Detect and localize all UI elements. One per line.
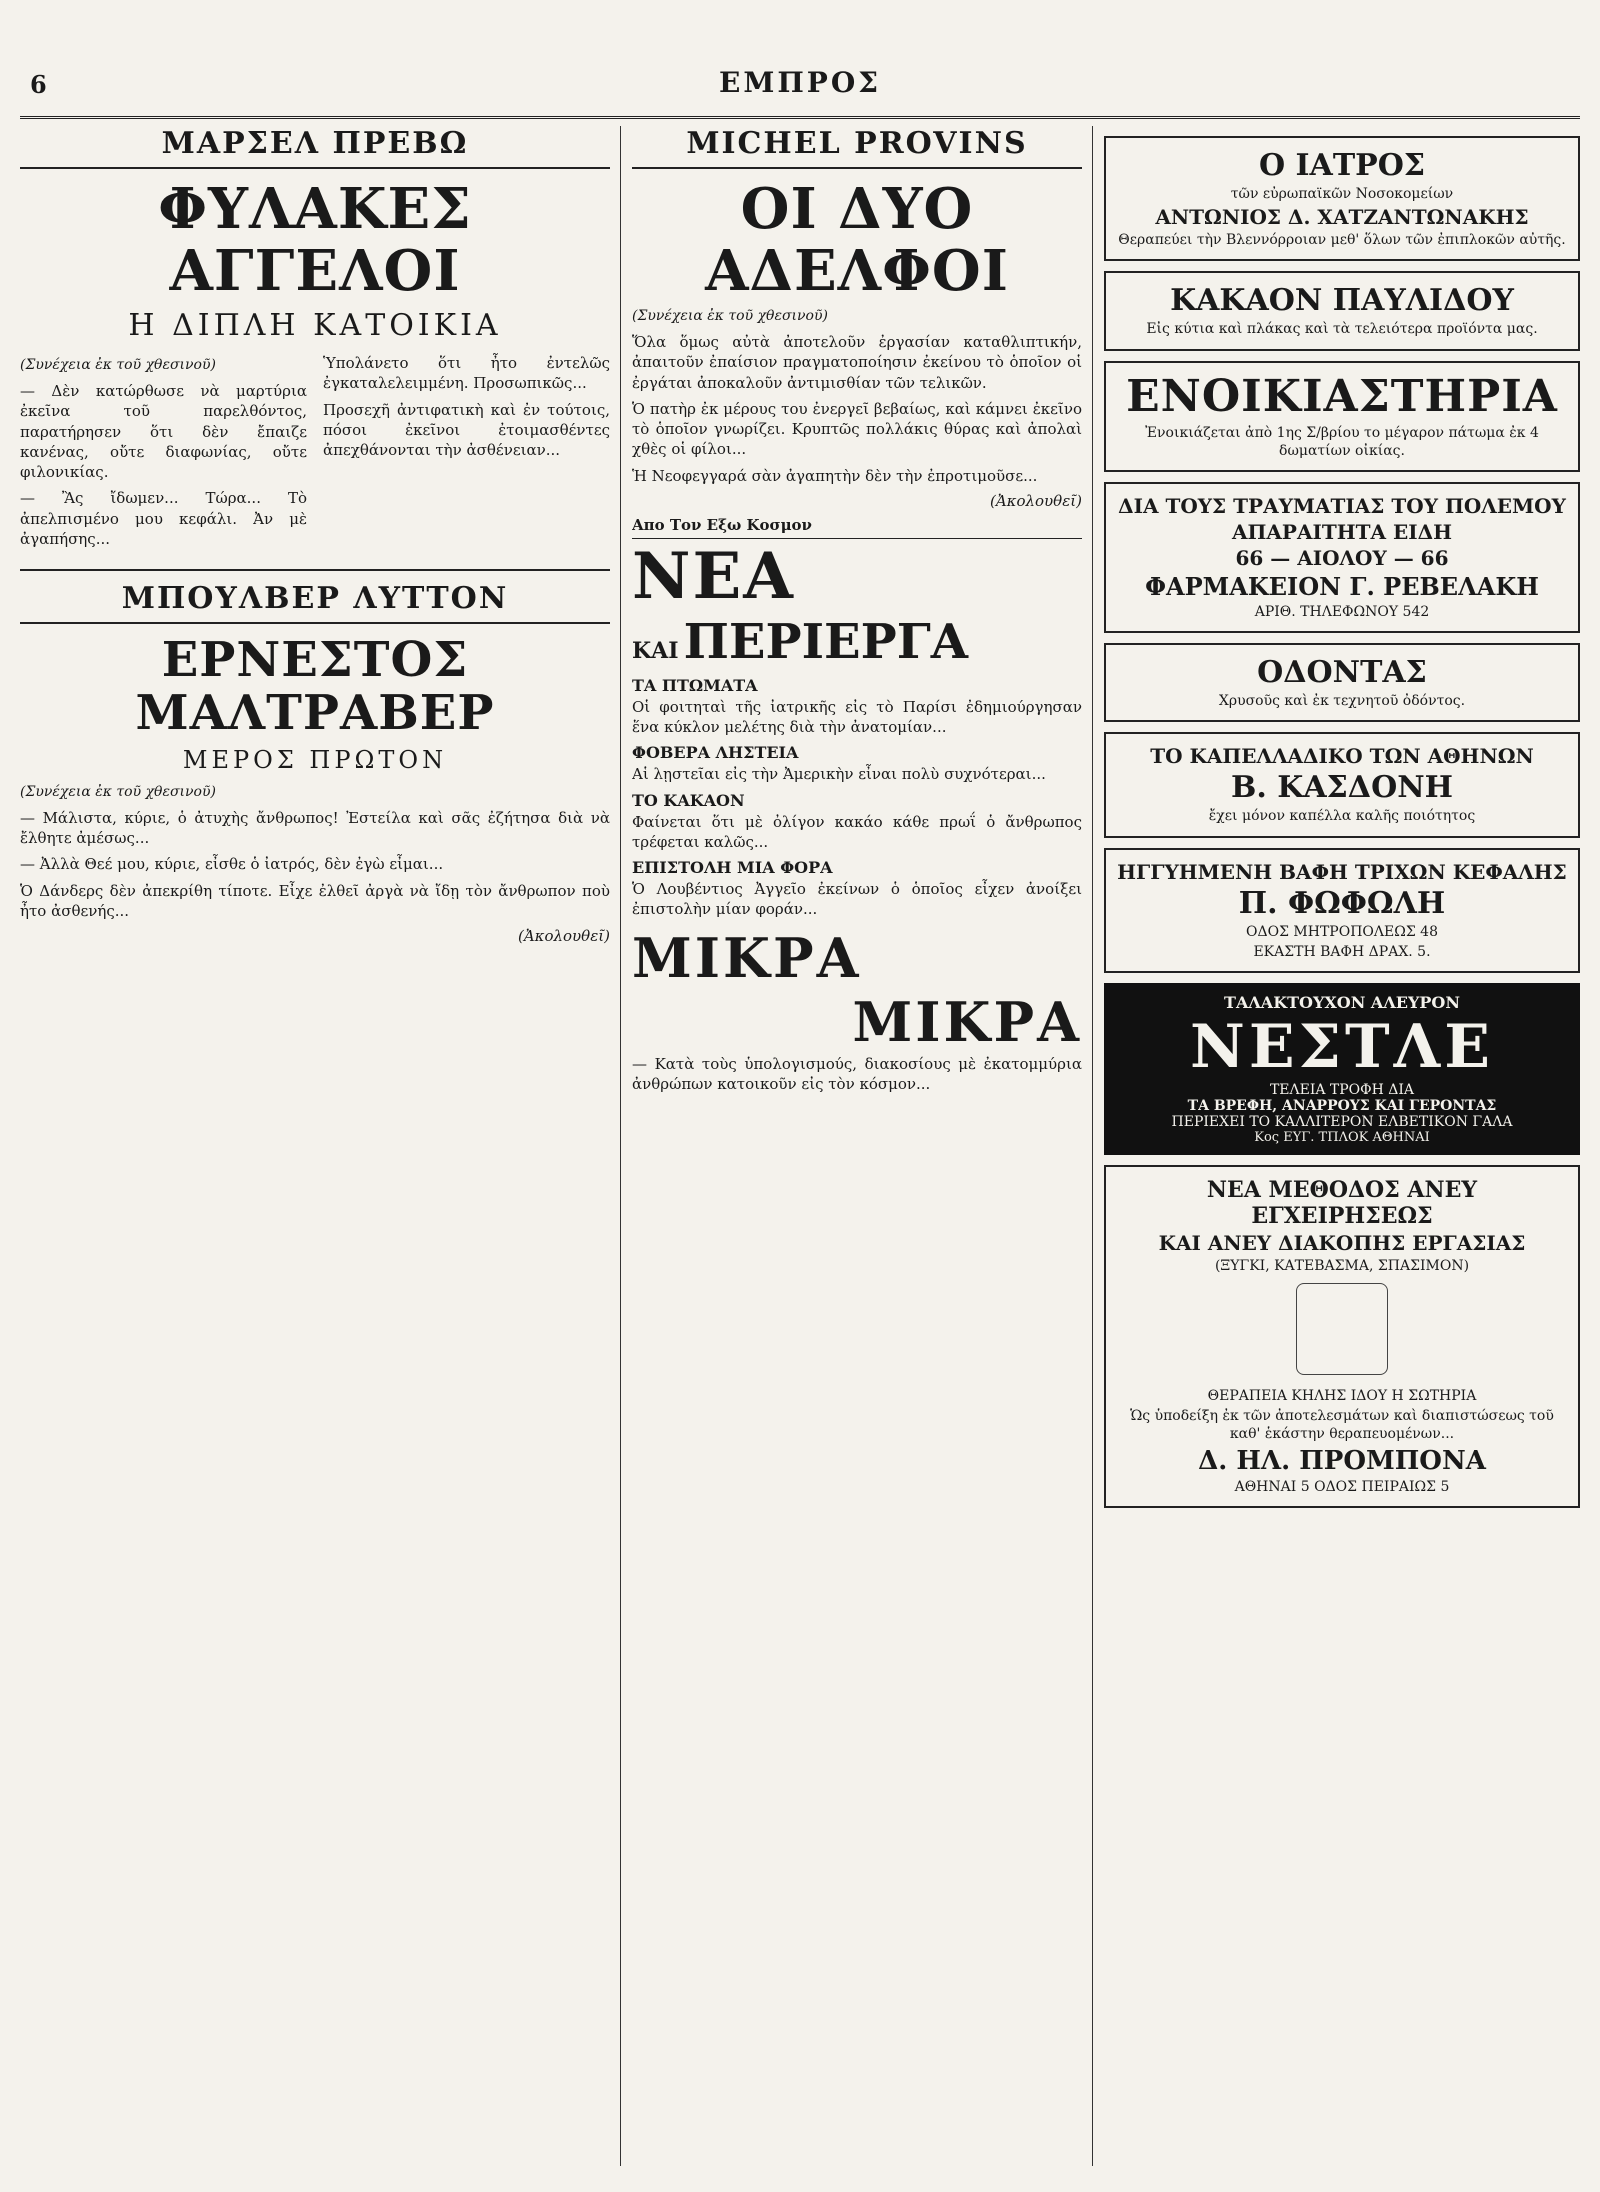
subheading: ΦΟΒΕΡΑ ΛΗΣΤΕΙΑ: [632, 743, 799, 763]
headline-ernestos-maltraver: ΕΡΝΕΣΤΟΣ ΜΑΛΤΡΑΒΕΡ: [135, 632, 495, 741]
subhead-dipli-katoikia: Η ΔΙΠΛΗ ΚΑΤΟΙΚΙΑ: [128, 308, 502, 344]
paragraph: Ὅλα ὅμως αὐτὰ ἀποτελοῦν ἐργασίαν καταθλιπτικήν, ἀπαιτοῦν ἐπαίσιον πραγματοποίησιν ἐκείνου τὸ ὁποῖον οἱ ἐργάται ἀποκαλοῦν ἀντιμισθίαν τῶν τελικῶν.: [632, 333, 1082, 392]
paragraph: Ὁ Δάνδερς δὲν ἀπεκρίθη τίποτε. Εἶχε ἐλθεῖ ἀργὰ νὰ ἴδῃ τὸν ἄνθρωπον ποὺ ἦτο ἀσθενής...: [20, 881, 610, 920]
ad-text: ἔχει μόνον καπέλλα καλῆς ποιότητος: [1208, 808, 1476, 825]
headline-oi-dyo-adelfoi: ΟΙ ΔΥΟ ΑΔΕΛΦΟΙ: [705, 176, 1009, 304]
kai-word: ΚΑΙ: [632, 637, 679, 664]
nestle-line: ΠΕΡΙΕΧΕΙ ΤΟ ΚΑΛΛΙΤΕΡΟΝ ΕΛΒΕΤΙΚΟΝ ΓΑΛΑ: [1171, 1113, 1513, 1130]
periergа-word: ΠΕΡΙΕΡΓΑ: [683, 613, 969, 670]
ad-text: Ἐνοικιάζεται ἀπὸ 1ης Σ/βρίου το μέγαρον πάτωμα ἐκ 4 δωματίων οἰκίας.: [1145, 424, 1539, 459]
ad-kakaon: [1104, 271, 1580, 350]
ad-vafi: [1104, 848, 1580, 973]
continued-note: (Συνέχεια ἐκ τοῦ χθεσινοῦ): [632, 308, 828, 325]
hernia-figure-icon: [1296, 1283, 1388, 1375]
ad-text: Ὡς ὑποδείξη ἐκ τῶν ἀποτελεσμάτων καὶ διαπιστώσεως τοῦ καθ' ἑκάστην θεραπευομένων...: [1130, 1408, 1554, 1443]
ad-address: 66 — ΑΙΟΛΟΥ — 66: [1235, 545, 1449, 570]
ad-title: ΗΓΓΥΗΜΕΝΗ ΒΑΦΗ ΤΡΙΧΩΝ ΚΕΦΑΛΗΣ: [1117, 859, 1567, 884]
ad-kapelladiko: [1104, 732, 1580, 837]
paragraph: Αἱ λῃστεῖαι εἰς τὴν Ἀμερικὴν εἶναι πολὺ συχνότεραι...: [632, 765, 1046, 784]
ad-title: Ο ΙΑΤΡΟΣ: [1258, 148, 1426, 183]
paragraph: — Μάλιστα, κύριε, ὁ ἀτυχὴς ἄνθρωπος! Ἐστείλα καὶ σᾶς ἐζήτησα διὰ νὰ ἔλθητε ἀμέσως...: [20, 808, 610, 848]
page-number: 6: [30, 70, 47, 99]
author-provins: MICHEL PROVINS: [632, 126, 1082, 169]
author-lytton: ΜΠΟΥΛΒΕΡ ΛΥΤΤΟΝ: [20, 581, 610, 624]
ad-footer: Δ. ΗΛ. ΠΡΟΜΠΟΝΑ: [1198, 1445, 1486, 1476]
paragraph: Ὁ πατὴρ ἐκ μέρους του ἐνεργεῖ βεβαίως, καὶ κάμνει ἐκεῖνο τὸ ὁποῖον γνωρίζει. Κρυπτῶς πολλάκις θύρας καὶ ἀπολαὶ χθὲς οἱ φίλοι...: [632, 399, 1082, 459]
subheading: ΕΠΙΣΤΟΛΗ ΜΙΑ ΦΟΡΑ: [632, 858, 833, 878]
ad-sub: ΑΠΑΡΑΙΤΗΤΑ ΕΙΔΗ: [1232, 519, 1452, 544]
ad-title: ΟΔΟΝΤΑΣ: [1257, 655, 1427, 691]
paragraph: — Ἀλλὰ Θεέ μου, κύριε, εἶσθε ὁ ἰατρός, δὲν ἐγὼ εἶμαι...: [20, 855, 444, 874]
ad-img-caption: ΘΕΡΑΠΕΙΑ ΚΗΛΗΣ ΙΔΟΥ Η ΣΩΤΗΡΙΑ: [1207, 1388, 1477, 1405]
ad-title: ΔΙΑ ΤΟΥΣ ΤΡΑΥΜΑΤΙΑΣ ΤΟΥ ΠΟΛΕΜΟΥ: [1118, 493, 1566, 518]
paragraph: — Κατὰ τοὺς ὑπολογισμούς, διακοσίους μὲ ἐκατομμύρια ἀνθρώπων κατοικοῦν εἰς τὸν κόσμον...: [632, 1054, 1082, 1093]
column-rule: [620, 126, 621, 2166]
column-ads-right: [1104, 126, 1580, 2166]
paragraph: Ὑπολάνετο ὅτι ἦτο ἐντελῶς ἐγκαταλελειμμένη. Προσωπικῶς...: [323, 354, 610, 393]
nestle-brand: ΤΑΛΑΚΤΟΥΧΟΝ ΑΛΕΥΡΟΝ: [1224, 992, 1460, 1012]
pharmacy-name: ΦΑΡΜΑΚΕΙΟΝ Γ. ΡΕΒΕΛΑΚΗ: [1145, 571, 1539, 601]
ad-title: ΚΑΚΑΟΝ ΠΑΥΛΙΔΟΥ: [1170, 283, 1514, 319]
ad-title: ΝΕΑ ΜΕΘΟΔΟΣ ΑΝΕΥ ΕΓΧΕΙΡΗΣΕΩΣ: [1206, 1176, 1478, 1229]
headline-fylakes-aggeloi: ΦΥΛΑΚΕΣ ΑΓΓΕΛΟΙ: [158, 176, 472, 304]
nestle-line: ΤΑ ΒΡΕΦΗ, ΑΝΑΡΡΟΥΣ ΚΑΙ ΓΕΡΟΝΤΑΣ: [1187, 1097, 1497, 1114]
pharmacy-phone: ΑΡΙΘ. ΤΗΛΕΦΩΝΟΥ 542: [1254, 603, 1430, 620]
ad-text: Θεραπεύει τὴν Βλεννόρροιαν μεθ' ὅλων τῶν ἐπιπλοκῶν αὐτῆς.: [1118, 232, 1566, 249]
ad-trauma: [1104, 482, 1580, 633]
paragraph: Ἡ Νεοφεγγαρά σὰν ἀγαπητὴν δὲν τὴν ἐπροτιμοῦσε...: [632, 466, 1038, 485]
nea-heading: [632, 539, 1082, 614]
ad-price: ΕΚΑΣΤΗ ΒΑΦΗ ΔΡΑΧ. 5.: [1253, 943, 1431, 960]
section-label: Απο Τον Εξω Κοσμον: [632, 510, 1082, 539]
paragraph: — Δὲν κατώρθωσε νὰ μαρτύρια ἐκεῖνα τοῦ παρελθόντος, παρατήρησεν ὅτι δὲν ἔπαιζε κανένας, οὔτε διαφωνίας, οὔτε φιλονικίας.: [20, 382, 307, 482]
newspaper-title: ΕΜΠΡΟΣ: [718, 66, 882, 99]
ad-nestle: [1104, 983, 1580, 1155]
ad-text: ΟΔΟΣ ΜΗΤΡΟΠΟΛΕΩΣ 48: [1246, 923, 1438, 940]
ad-name: Β. ΚΑΣΔΟΝΗ: [1231, 770, 1453, 806]
ad-method: [1104, 1165, 1580, 1508]
ad-odontas: [1104, 643, 1580, 722]
subhead-meros-proton: ΜΕΡΟΣ ΠΡΩΤΟΝ: [182, 745, 448, 774]
nestle-name: ΝΕΣΤΛΕ: [1190, 1011, 1494, 1082]
column-serial-left: [20, 126, 610, 2166]
ad-name: Π. ΦΩΦΩΛΗ: [1238, 885, 1446, 921]
ad-paren: (ΞΥΓΚΙ, ΚΑΤΕΒΑΣΜΑ, ΣΠΑΣΙΜΟΝ): [1214, 1257, 1470, 1274]
paragraph: — Ἂς ἴδωμεν... Τώρα... Τὸ ἀπελπισμένο μου κεφάλι. Ἀν μὲ ἀγαπήσης...: [20, 489, 307, 548]
continued-note: (Συνέχεια ἐκ τοῦ χθεσινοῦ): [20, 357, 216, 374]
paragraph: Οἱ φοιτηταὶ τῆς ἰατρικῆς εἰς τὸ Παρίσι ἐδημιούργησαν ἕνα κύκλον μελέτης διὰ τὴν ἀνατομίαν...: [632, 697, 1082, 737]
ad-text: Εἰς κύτια καὶ πλάκας καὶ τὰ τελειότερα προϊόντα μας.: [1146, 321, 1538, 338]
ad-iatros: [1104, 136, 1580, 261]
continued-sign: (Ἀκολουθεῖ): [517, 927, 610, 946]
nestle-line: Κος ΕΥΓ. ΤΠΛΟΚ ΑΘΗΝΑΙ: [1254, 1129, 1430, 1145]
divider: [20, 569, 610, 571]
ad-name: ΑΝΤΩΝΙΟΣ Δ. ΧΑΤΖΑΝΤΩΝΑΚΗΣ: [1155, 205, 1529, 230]
ad-enoikiastiria: [1104, 361, 1580, 472]
ad-sub: ΚΑΙ ΑΝΕΥ ΔΙΑΚΟΠΗΣ ΕΡΓΑΣΙΑΣ: [1158, 1230, 1526, 1255]
ad-sub: τῶν εὐρωπαϊκῶν Νοσοκομείων: [1230, 186, 1454, 202]
author-prevost: ΜΑΡΣΕΛ ΠΡΕΒΩ: [20, 126, 610, 169]
column-serial-middle: [632, 126, 1082, 2166]
paragraph: Ὁ Λουβέντιος Ἀγγεῖο ἐκείνων ὁ ὁποῖος εἶχεν ἀνοίξει ἐπιστολὴν μίαν φοράν...: [632, 880, 1082, 919]
nea-word: ΝΕΑ: [632, 538, 795, 614]
mikra-heading: ΜΙΚΡΑ: [632, 925, 862, 990]
ad-text: Χρυσοῦς καὶ ἐκ τεχνητοῦ ὀδόντος.: [1218, 693, 1466, 710]
ad-title: ΕΝΟΙΚΙΑΣΤΗΡΙΑ: [1126, 370, 1558, 422]
column-rule: [1092, 126, 1093, 2166]
subheading: ΤΟ ΚΑΚΑΟΝ: [632, 790, 745, 810]
masthead: [20, 60, 1580, 119]
continued-sign: (Ἀκολουθεῖ): [989, 491, 1082, 510]
paragraph: Φαίνεται ὅτι μὲ ὀλίγον κακάο κάθε πρωΐ ὁ ἄνθρωπος τρέφεται καλῶς...: [632, 812, 1082, 851]
article-body-two-col: [20, 353, 610, 555]
paragraph: Προσεχῆ ἀντιφατικὴ καὶ ἐν τούτοις, πόσοι ἐκεῖνοι ἐτοιμασθέντες ἀπεχθάνονται τὴν ἀσθένειαν...: [323, 400, 610, 460]
periergа-heading: [632, 614, 1082, 670]
ad-title: ΤΟ ΚΑΠΕΛΛΑΔΙΚΟ ΤΩΝ ΑΘΗΝΩΝ: [1150, 744, 1534, 769]
nestle-line: ΤΕΛΕΙΑ ΤΡΟΦΗ ΔΙΑ: [1269, 1081, 1415, 1098]
subheading: ΤΑ ΠΤΩΜΑΤΑ: [632, 675, 758, 695]
mikra-heading-2: ΜΙΚΡΑ: [852, 989, 1082, 1054]
continued-note: (Συνέχεια ἐκ τοῦ χθεσινοῦ): [20, 783, 216, 800]
ad-address: ΑΘΗΝΑΙ 5 ΟΔΟΣ ΠΕΙΡΑΙΩΣ 5: [1234, 1478, 1450, 1495]
